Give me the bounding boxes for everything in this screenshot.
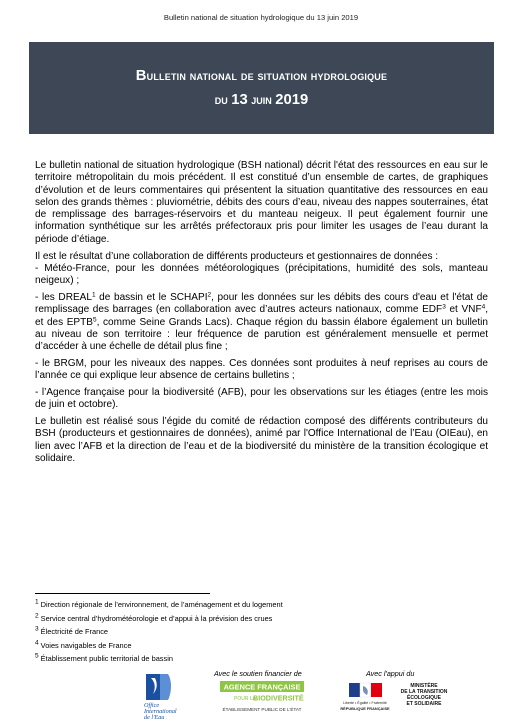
afb-line-3: ÉTABLISSEMENT PUBLIC DE L'ÉTAT bbox=[222, 707, 302, 712]
paragraph-collaboration: Il est le résultat d’une collaboration de différents producteurs et gestionnaires de données : bbox=[35, 250, 439, 262]
footnote-4: $^4$ Voies navigables de France bbox=[35, 639, 132, 650]
list-item-afb: - l’Agence française pour la biodiversité (AFB), pour les observations sur les étiages (entre les mois de juin et octobre). bbox=[35, 387, 488, 411]
oieau-line-1: Office bbox=[144, 702, 160, 709]
afb-line-1: AGENCE FRANÇAISE bbox=[223, 682, 301, 692]
list-item-brgm: - le BRGM, pour les niveaux des nappes. Ces données sont produites à neuf reprises au cours de l’année ce qui explique leur absence de certains bulletins ; bbox=[35, 357, 488, 382]
paragraph-redaction: Le bulletin est réalisé sous l’égide du comité de rédaction composé des différents contributeurs du BSH (producteurs et gestionnaires de données), animé par l'Office International de l’Eau (OIEau), en lien avec l’AFB et la direction de l’eau et de la biodiversité du ministère de la transition écologique et solidaire. bbox=[35, 416, 488, 465]
footnotes bbox=[35, 600, 455, 668]
title-line-2: du 13 juin 2019 bbox=[214, 92, 309, 108]
list-item-dreal: - les DREAL$^1$ de bassin et le SCHAPI$^2$, pour les données sur les débits des cours d'eau et l'état de remplissage des barrages (en collaboration avec d’autres acteurs nationaux, comme EDF$^3$ et VNF$^4$, et des EPTB$^5$, comme Seine Grands Lacs). Chaque région du bassin élabore également un bulletin au niveau de son territoire : leur fréquence de parution est généralement mensuelle et permet d’accéder à une échelle de détail plus fine ; bbox=[35, 291, 488, 353]
afb-line-2-bold: BIODIVERSITÉ bbox=[253, 693, 304, 703]
title-banner bbox=[29, 42, 494, 134]
list-item-meteo: - Météo-France, pour les données météorologiques (précipitations, humidité des sols, manteau neigeux) ; bbox=[35, 262, 488, 287]
afb-line-2-prefix: POUR LA bbox=[234, 696, 256, 702]
body-text bbox=[35, 160, 488, 470]
rf-motto: Liberté • Égalité • Fraternité bbox=[343, 701, 387, 705]
footnote-ref-5: 5 bbox=[92, 316, 97, 324]
footnote-divider bbox=[35, 593, 210, 594]
financial-support-label: Avec le soutien financier de bbox=[214, 669, 302, 678]
support-label: Avec l'appui du bbox=[366, 669, 415, 678]
title-line-1: Bulletin national de situation hydrologique bbox=[135, 68, 388, 84]
footnote-2: $^2$ Service central d’hydrométéorologie et d’appui à la prévision des crues bbox=[35, 612, 273, 623]
footnote-3: $^3$ Électricité de France bbox=[35, 625, 109, 637]
marianne-republique-icon bbox=[339, 681, 391, 717]
paragraph-intro: Le bulletin national de situation hydrologique (BSH national) décrit l'état des ressources en eau sur le territoire métropolitain du mois précédent. Il est constitué d’un ensemble de cartes, de graphiques d’évolution et de leurs commentaires qui présentent la situation quantitative des ressources en eau selon des grands thèmes : pluviométrie, débits des cours d’eau, niveau des nappes souterraines, état de remplissage des barrages-réservoirs et du manteau neigeux. Il peut également fournir une information synthétique sur les arrêtés préfectoraux pris pour limiter les usages de l’eau durant la période d’étiage. bbox=[35, 160, 488, 245]
footnote-ref-2: 2 bbox=[207, 291, 212, 299]
footnote-ref-1: 1 bbox=[91, 291, 96, 299]
footnote-ref-4: 4 bbox=[481, 303, 486, 311]
oieau-line-3: de l'Eau bbox=[144, 714, 165, 720]
ministry-name: MINISTÈRE DE LA TRANSITION ÉCOLOGIQUE ET SOLIDAIRE bbox=[400, 683, 448, 707]
afb-logo-icon bbox=[216, 681, 308, 715]
running-header: Bulletin national de situation hydrologique du 13 juin 2019 bbox=[163, 13, 359, 22]
footnote-1: $^1$ Direction régionale de l’environnement, de l’aménagement et du logement bbox=[35, 598, 283, 609]
oieau-logo-icon bbox=[138, 670, 194, 720]
rf-name: RÉPUBLIQUE FRANÇAISE bbox=[340, 706, 390, 711]
footnote-5: $^5$ Établissement public territorial de bassin bbox=[35, 652, 173, 664]
oieau-line-2: International bbox=[144, 708, 177, 715]
footnote-ref-3: 3 bbox=[442, 303, 446, 311]
